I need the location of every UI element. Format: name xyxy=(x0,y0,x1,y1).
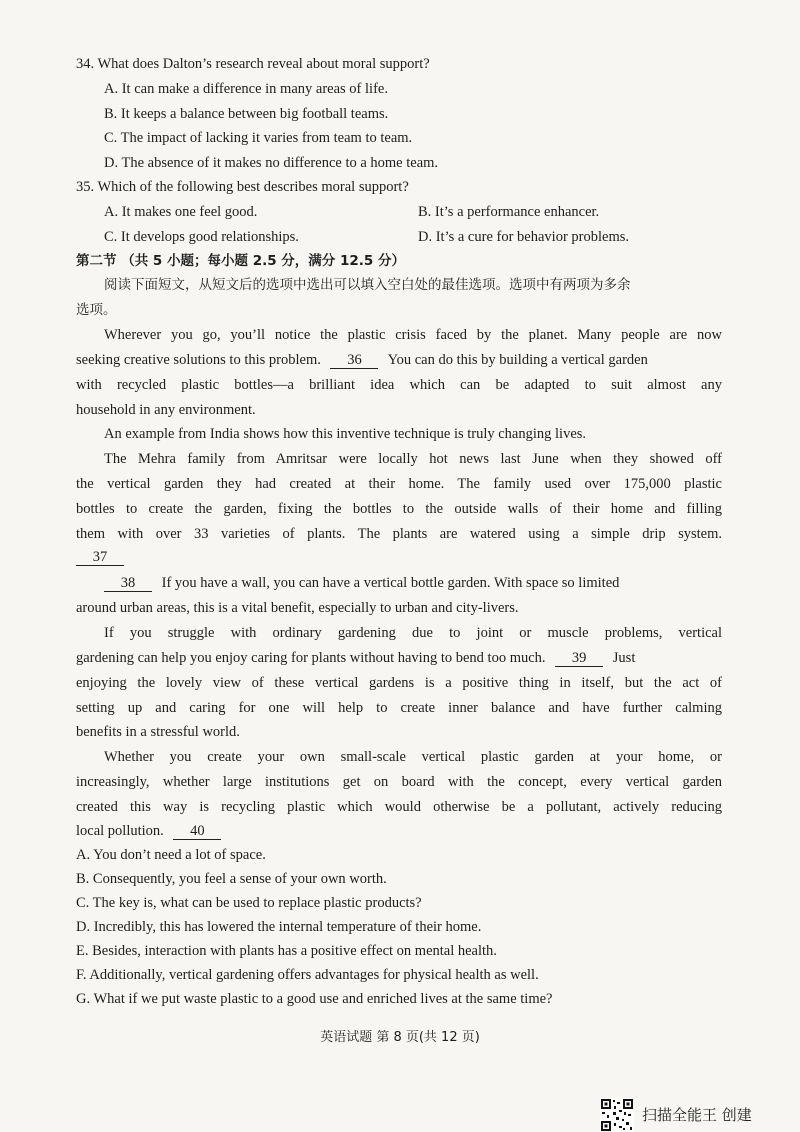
p4-line2: around urban areas, this is a vital benefit, especially to urban and city-livers. xyxy=(76,600,519,616)
p6-line3: created this way is recycling plastic which would otherwise be a pollutant, actively reducing xyxy=(76,799,722,815)
scanner-watermark: 扫描全能王 创建 xyxy=(642,1106,752,1124)
q34-stem: 34. What does Dalton’s research reveal about moral support? xyxy=(76,56,430,72)
p3-line1: The Mehra family from Amritsar were locally hot news last June when they showed off xyxy=(104,451,722,467)
blank-38: 38 xyxy=(104,575,152,592)
q34-option-c: C. The impact of lacking it varies from team to team. xyxy=(104,130,413,146)
p6-line4 xyxy=(76,821,221,841)
q35-option-d: D. It’s a cure for behavior problems. xyxy=(418,229,629,245)
page-footer: 英语试题 第 8 页(共 12 页) xyxy=(320,1030,480,1045)
p5-line3: enjoying the lovely view of these vertical gardens is a positive thing in itself, but the act of xyxy=(76,675,722,691)
q34-option-d: D. The absence of it makes no difference to a home team. xyxy=(104,155,439,171)
p5-line2-rest: Just xyxy=(612,650,636,666)
p1-line4: household in any environment. xyxy=(76,402,256,418)
blank-39: 39 xyxy=(555,650,603,667)
q35-option-b: B. It’s a performance enhancer. xyxy=(418,204,600,220)
p1-line3: with recycled plastic bottles—a brilliant idea which can be adapted to suit almost any xyxy=(76,377,722,393)
q35-stem: 35. Which of the following best describes moral support? xyxy=(76,179,409,195)
blank-36: 36 xyxy=(330,352,378,369)
p3-line2: the vertical garden they had created at their home. The family used over 175,000 plastic xyxy=(76,476,722,492)
choice-a: A. You don’t need a lot of space. xyxy=(76,847,266,863)
p1-line1: Wherever you go, you’ll notice the plastic crisis faced by the planet. Many people are now xyxy=(104,327,722,343)
p1-line2 xyxy=(76,350,648,370)
p6-line1: Whether you create your own small-scale vertical plastic garden at your home, or xyxy=(104,749,722,765)
p6-line4-text: local pollution. xyxy=(76,823,164,839)
q34-option-a: A. It can make a difference in many areas of life. xyxy=(104,81,388,97)
blank-37: 37 xyxy=(76,549,124,566)
p4-line1 xyxy=(104,573,619,593)
p5-line4: setting up and caring for one will help to create inner balance and have further calming xyxy=(76,700,722,716)
choice-g: G. What if we put waste plastic to a good use and enriched lives at the same time? xyxy=(76,991,553,1007)
p5-line1: If you struggle with ordinary gardening due to joint or muscle problems, vertical xyxy=(104,625,722,641)
choice-e: E. Besides, interaction with plants has a positive effect on mental health. xyxy=(76,943,497,959)
q34-option-b: B. It keeps a balance between big football teams. xyxy=(104,106,389,122)
choice-d: D. Incredibly, this has lowered the internal temperature of their home. xyxy=(76,919,482,935)
p1-line2-text: seeking creative solutions to this problem. xyxy=(76,352,321,368)
section-heading: 第二节 （共 5 小题；每小题 2.5 分，满分 12.5 分） xyxy=(76,253,406,269)
p3-line4: them with over 33 varieties of plants. The plants are watered using a simple drip system. xyxy=(76,526,722,542)
p3-line5 xyxy=(76,547,124,567)
p2-line1: An example from India shows how this inventive technique is truly changing lives. xyxy=(104,426,587,442)
choice-c: C. The key is, what can be used to replace plastic products? xyxy=(76,895,422,911)
p1-line2-rest: You can do this by building a vertical garden xyxy=(387,352,648,368)
p5-line5: benefits in a stressful world. xyxy=(76,724,240,740)
p6-line2: increasingly, whether large institutions get on board with the concept, every vertical garden xyxy=(76,774,722,790)
p5-line2-text: gardening can help you enjoy caring for plants without having to bend too much. xyxy=(76,650,546,666)
q35-option-a: A. It makes one feel good. xyxy=(104,204,258,220)
qr-code-icon xyxy=(600,1098,634,1132)
q35-option-c: C. It develops good relationships. xyxy=(104,229,299,245)
choice-f: F. Additionally, vertical gardening offers advantages for physical health as well. xyxy=(76,967,539,983)
blank-40: 40 xyxy=(173,823,221,840)
section-instruction-line1: 阅读下面短文，从短文后的选项中选出可以填入空白处的最佳选项。选项中有两项为多余 xyxy=(104,277,631,293)
p5-line2 xyxy=(76,648,635,668)
p4-line1-text: If you have a wall, you can have a vertical bottle garden. With space so limited xyxy=(161,575,620,591)
section-instruction-line2: 选项。 xyxy=(76,302,117,318)
p3-line3: bottles to create the garden, fixing the bottles to the outside walls of their home and filling xyxy=(76,501,722,517)
choice-b: B. Consequently, you feel a sense of your own worth. xyxy=(76,871,387,887)
